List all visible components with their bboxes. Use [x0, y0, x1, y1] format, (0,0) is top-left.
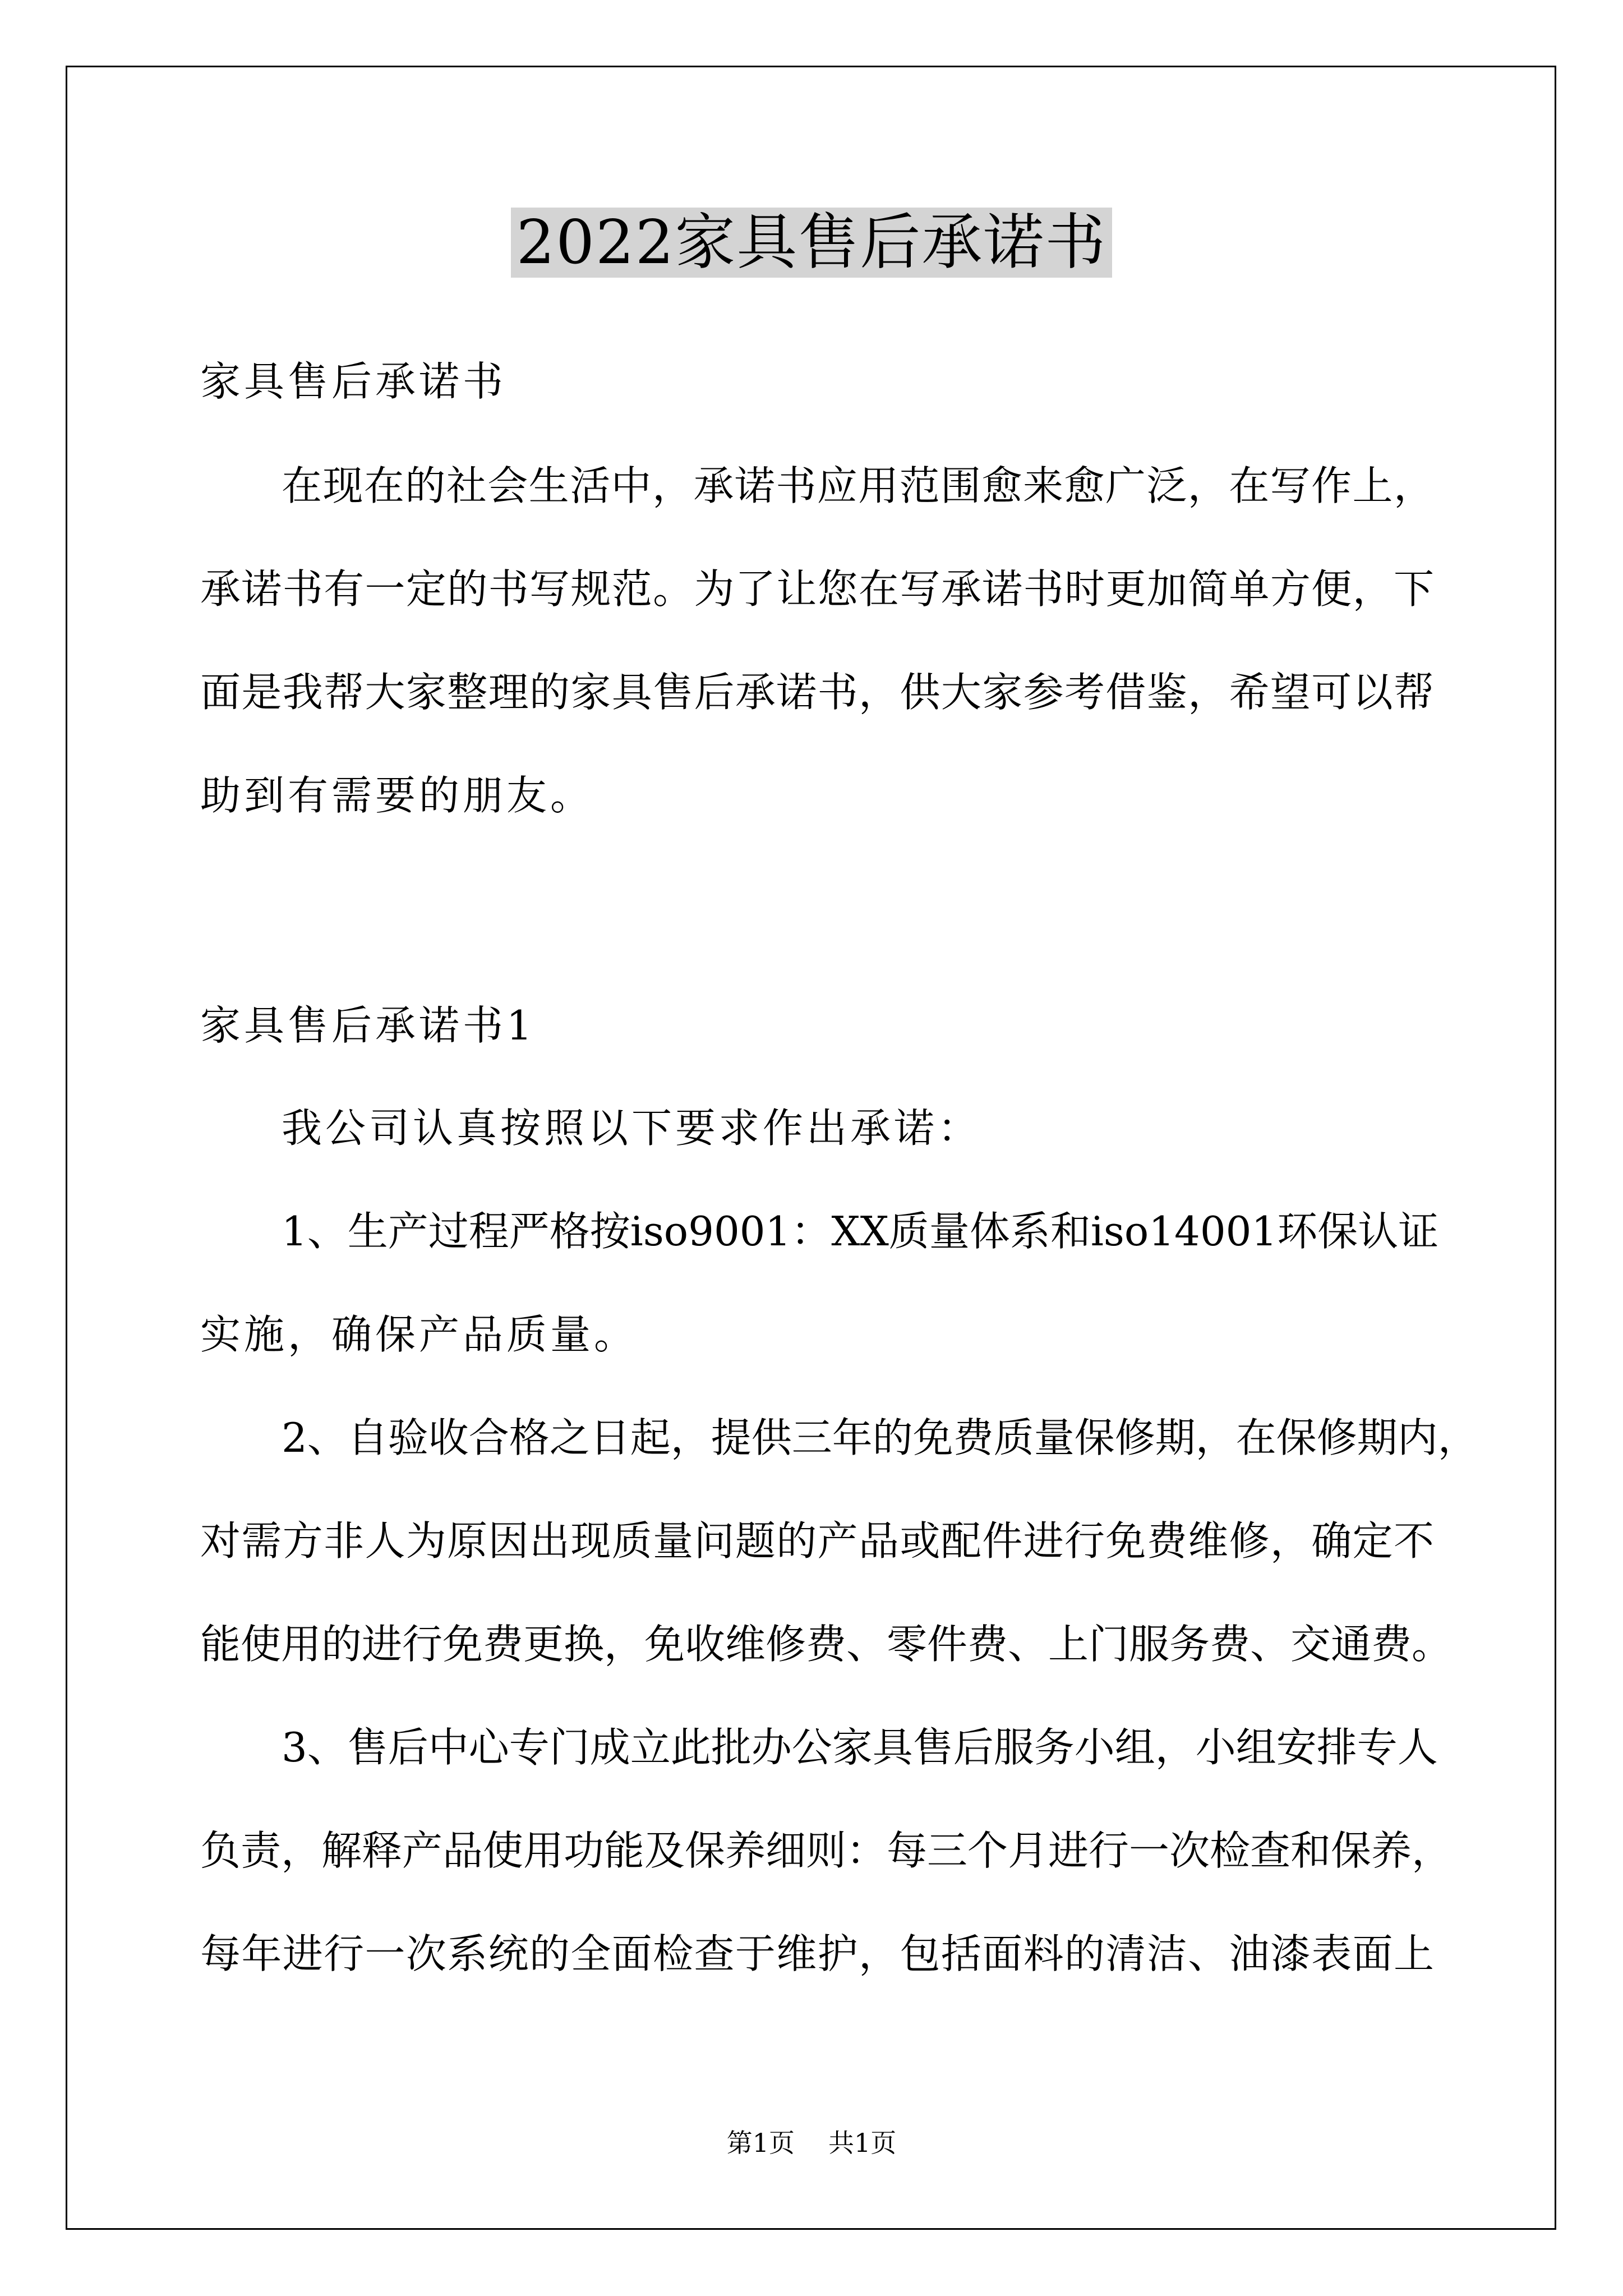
- document-title-text: 2022家具售后承诺书: [511, 208, 1113, 278]
- document-title: [0, 206, 1623, 279]
- list-item-line: 负责，解释产品使用功能及保养细则：每三个月进行一次检查和保养，: [200, 1827, 1453, 1874]
- paragraph-line: 在现在的社会生活中，承诺书应用范围愈来愈广泛，在写作上，: [282, 462, 1434, 509]
- list-item-line: 1、生产过程严格按iso9001：XX质量体系和iso14001环保认证: [282, 1208, 1439, 1255]
- list-item-line: 实施，确保产品质量。: [200, 1311, 638, 1358]
- list-item-line: 对需方非人为原因出现质量问题的产品或配件进行免费维修，确定不: [200, 1517, 1434, 1565]
- paragraph-line: 我公司认真按照以下要求作出承诺：: [282, 1105, 982, 1152]
- list-item-line: 3、售后中心专门成立此批办公家具售后服务小组，小组安排专人: [282, 1724, 1438, 1771]
- list-item-line: 能使用的进行免费更换，免收维修费、零件费、上门服务费、交通费。: [200, 1621, 1453, 1668]
- paragraph-line: 助到有需要的朋友。: [200, 772, 594, 819]
- page-number-current: 第1页: [726, 2128, 795, 2158]
- section-heading-1: 家具售后承诺书1: [200, 1002, 536, 1049]
- list-item-line: 每年进行一次系统的全面检查于维护，包括面料的清洁、油漆表面上: [200, 1930, 1434, 1977]
- paragraph-line: 面是我帮大家整理的家具售后承诺书，供大家参考借鉴，希望可以帮: [200, 669, 1434, 716]
- section-heading-intro: 家具售后承诺书: [200, 358, 507, 405]
- page-number-total: 共1页: [828, 2128, 897, 2158]
- list-item-line: 2、自验收合格之日起，提供三年的免费质量保修期，在保修期内，: [282, 1414, 1478, 1461]
- page-footer: [0, 2126, 1623, 2160]
- paragraph-line: 承诺书有一定的书写规范。为了让您在写承诺书时更加简单方便，下: [200, 565, 1434, 613]
